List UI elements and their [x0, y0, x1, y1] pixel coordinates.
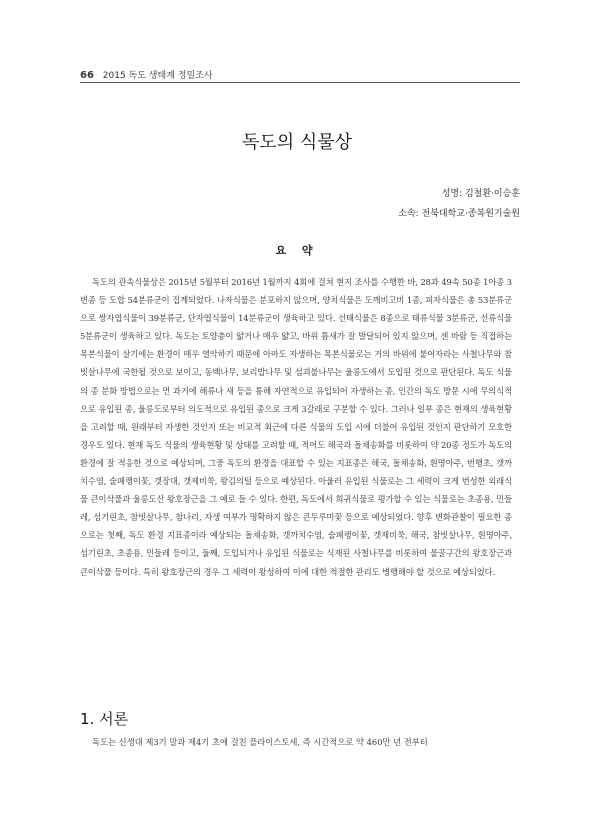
running-title: 2015 독도 생태계 정밀조사: [102, 71, 213, 81]
author-block: [398, 184, 520, 224]
section-heading-introduction: 1. 서론: [80, 710, 129, 728]
header-rule: [80, 82, 520, 83]
author-affiliation: 소속: 전북대학교·종복원기술원: [398, 209, 520, 219]
running-header: [80, 68, 520, 81]
page-number: 66: [80, 70, 94, 81]
article-title: 독도의 식물상: [241, 132, 353, 153]
abstract-heading: 요 약: [275, 244, 319, 257]
introduction-first-line: 독도는 신생대 제3기 말과 제4기 초에 걸친 플라이스토세, 즉 시간적으로 약 460만 년 전부터: [92, 737, 428, 747]
author-names: 성명: 김철환·이승훈: [441, 189, 520, 199]
abstract-body: 독도의 관속식물상은 2015년 5월부터 2016년 1월까지 4회에 걸쳐 현지 조사를 수행한 바, 28과 49속 50종 1아종 3변종 등 도합 54분류군이 집계되었다. 나자식물은 분포하지 않으며, 양치식물은 도깨비고비 1종, 피자식물은 총 53분류군으로 쌍자엽식물이 39분류군, 단자엽식물이 14분류군이 생육하고 있다. 선태식물은 8종으로 태류식물 3분류군, 선류식물 5분류군이 생육하고 있다. 독도는 토양층이 얇거나 매우 얇고, 바위 틈새가 잘 발달되어 있지 않으며, 센 바람 등 직접하는 목본식물이 살기에는 환경이 매우 열악하기 때문에 아마도 자생하는 목본식물로는 거의 바위에 붙어자라는 사철나무와 참빗살나무에 국한될 것으로 보이고, 동백나무, 보리밥나무 및 섬괴불나무는 울릉도에서 도입된 것으로 판단된다. 독도 식물의 종 분화 방법으로는 먼 과거에 해류나 새 등을 통해 자연적으로 유입되어 자생하는 종, 인간의 독도 방문 시에 무의식적으로 유입된 종, 울릉도로부터 의도적으로 유입된 종으로 크게 3갈래로 구분할 수 있다. 그러나 일부 종은 현재의 생육현황을 고려할 때, 원래부터 자생한 것인지 또는 비교적 최근에 다른 식물의 도입 시에 더불어 유입된 것인지 판단하기 모호한 경우도 있다. 현재 독도 식물의 생육현황 및 상태를 고려할 때, 적어도 해국과 돌채송화를 비롯하여 약 20종 정도가 독도의 환경에 잘 적응한 것으로 예상되며, 그중 독도의 환경을 대표할 수 있는 지표종은 해국, 돌채송화, 흰명아주, 번행초, 갯까치수염, 술패랭이꽃, 갯장대, 갯제비쑥, 왕김의털 등으로 예상된다. 아울러 유입된 식물로는 그 세력이 크게 번성한 외래식물 큰이삭풀과 울릉도산 왕호장근을 그 예로 들 수 있다. 한편, 독도에서 희귀식물로 평가할 수 있는 식물로는 초종용, 민들레, 섬기린초, 참빗살나무, 참나리, 자생 여부가 명확하지 않은 큰두루미꽃 등으로 예상되었다. 향후 변화관찰이 필요한 종으로는 첫째, 독도 환경 지표종이라 예상되는 돌채송화, 갯까치수염, 술패랭이꽃, 갯제비쑥, 해국, 참빗살나무, 흰명아주, 섬기린초, 초종용, 민들레 등이고, 둘째, 도입되거나 유입된 식물로는 식재된 사철나무를 비롯하여 물골구간의 왕호장근과 큰이삭풀 등이다. 특히 왕호장근의 경우 그 세력이 왕성하여 이에 대한 적절한 관리도 병행해야 할 것으로 예상되었다.: [80, 277, 512, 577]
